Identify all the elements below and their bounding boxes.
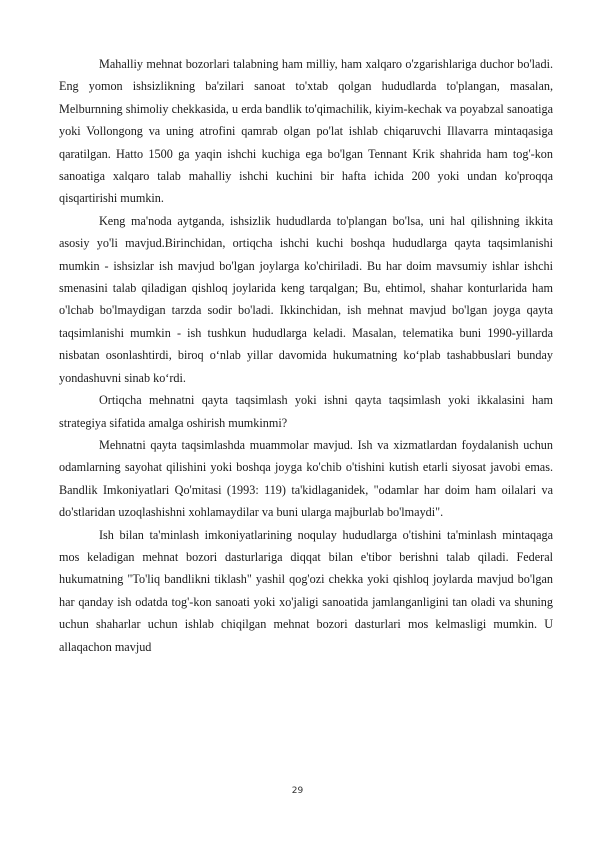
paragraph-4: Mehnatni qayta taqsimlashda muammolar mavjud. Ish va xizmatlardan foydalanish uchun odamlarning sayohat qilishini yoki boshqa joyga ko'chib o'tishini kutish etarli siyosat javobi emas. Bandlik Imkoniyatlari Qo'mitasi (1993: 119) ta'kidlaganidek, "odamlar har doim ham oilalari va do'stlaridan uzoqlashishni xohlamaydilar va buni ularga majburlab bo'lmaydi". <box>59 437 553 520</box>
paragraph-3: Ortiqcha mehnatni qayta taqsimlash yoki ishni qayta taqsimlash yoki ikkalasini ham strategiya sifatida amalga oshirish mumkinmi? <box>59 393 553 430</box>
paragraph-1: Mahalliy mehnat bozorlari talabning ham milliy, ham xalqaro o'zgarishlariga duchor bo'ladi. Eng yomon ishsizlikning ba'zilari sanoat to'xtab qolgan hududlarda to'plangan, masalan, Melburnning shimoliy chekkasida, u erda bandlik to'qimachilik, kiyim-kechak va poyabzal sanoatiga yoki Vollongong va uning atrofini qamrab olgan po'lat ishlab chiqaruvchi Illavarra mintaqasiga qaratilgan. Hatto 1500 ga yaqin ishchi kuchiga ega bo'lgan Tennant Krik shahrida ham tog'-kon sanoatiga xalqaro talab mahalliy ishchi kuchini bir hafta ichida 200 yoki undan ko'proqqa qisqartirishi mumkin. <box>59 57 553 206</box>
paragraph-2: Keng ma'noda aytganda, ishsizlik hududlarda to'plangan bo'lsa, uni hal qilishning ikkita asosiy yo'li mavjud.Birinchidan, ortiqcha ishchi kuchi boshqa hududlarga qayta taqsimlanishi mumkin - ishsizlar ish mavjud bo'lgan joylarga ko'chiriladi. Bu har doim mavsumiy ishlar ishchi smenasini talab qiladigan qishloq joylarida keng tarqalgan; Bu, ehtimol, shahar konturlarida ham o'lchab bo'lmaydigan tarzda sodir bo'ladi. Ikkinchidan, ish mehnat mavjud bo'lgan joyga qayta taqsimlanishi mumkin - ish tushkun hududlarga keladi. Masalan, telematika buni 1990-yillarda nisbatan osonlashtirdi, biroq o‘nlab yillar davomida hukumatning ko‘plab tashabbuslari bunday yondashuvni sinab ko‘rdi. <box>59 213 553 385</box>
paragraph-5: Ish bilan ta'minlash imkoniyatlarining noqulay hududlarga o'tishini ta'minlash mintaqaga mos keladigan mehnat bozori dasturlariga diqqat bilan e'tibor berishni talab qiladi. Federal hukumatning "To'liq bandlikni tiklash" yashil qog'ozi chekka yoki qishloq joylarda mavjud bo'lgan har qanday ish odatda tog'-kon sanoati yoki xo'jaligi sanoatida jamlanganligini tan oladi va shuning uchun shaharlar uchun ishlab chiqilgan mehnat bozori dasturlari mos kelmasligi mumkin. U allaqachon mavjud <box>59 527 553 654</box>
document-body <box>59 53 553 658</box>
page-number: 29 <box>291 786 304 796</box>
